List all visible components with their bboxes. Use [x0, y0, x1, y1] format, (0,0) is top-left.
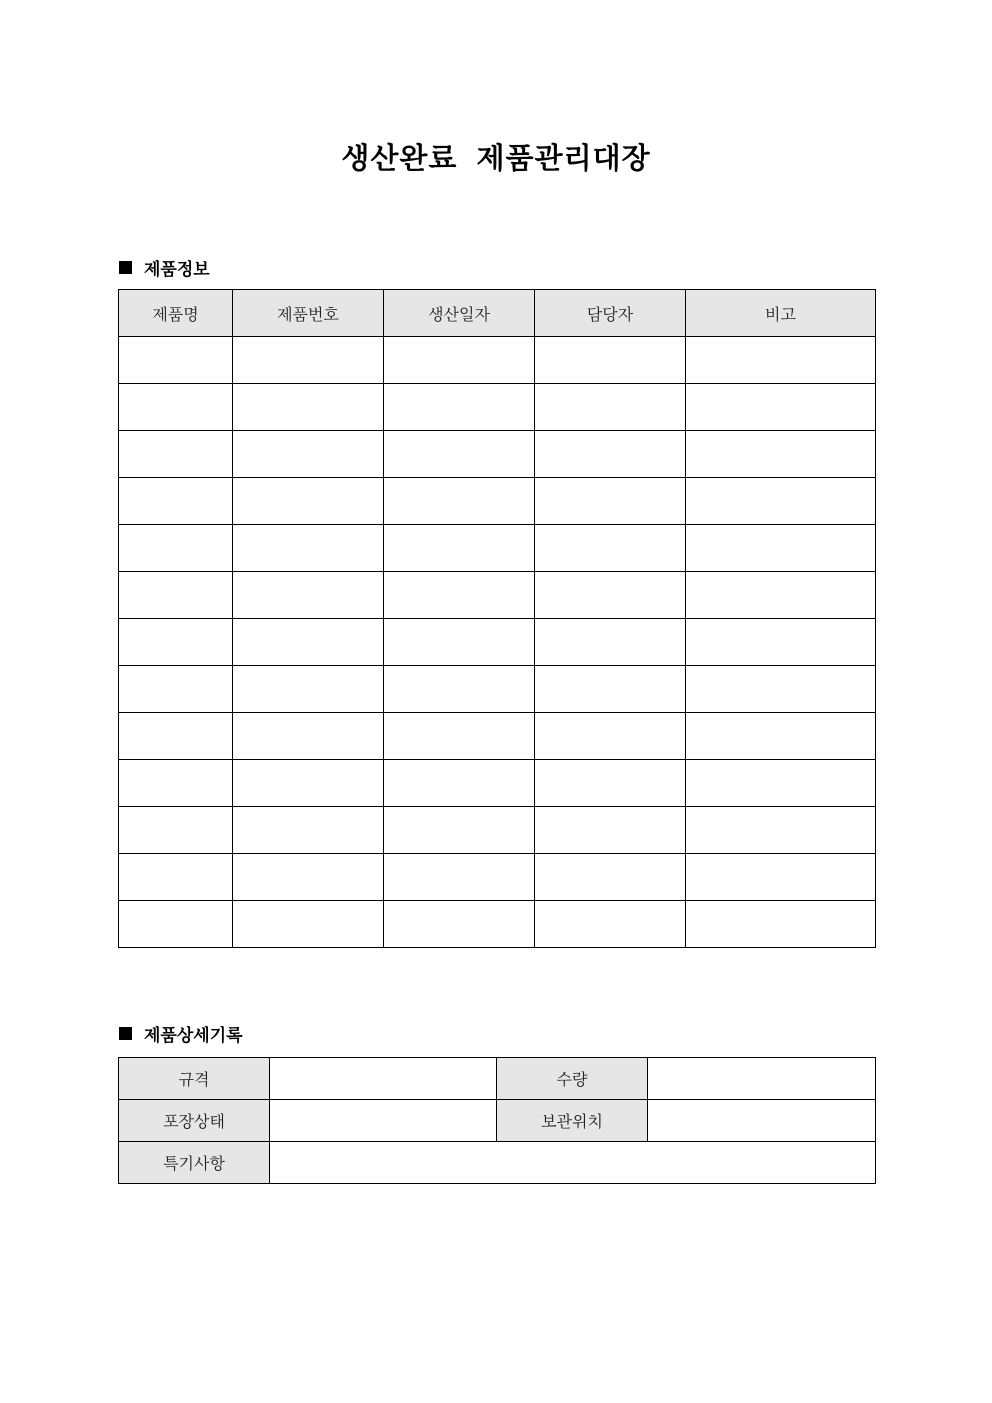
- location-label: 보관위치: [497, 1100, 648, 1142]
- cell-manager[interactable]: [535, 525, 686, 572]
- packaging-label: 포장상태: [119, 1100, 270, 1142]
- square-bullet-icon: [119, 261, 132, 274]
- column-header-product-number: 제품번호: [233, 290, 384, 337]
- section-heading-label: 제품상세기록: [144, 1026, 243, 1046]
- table-row: [119, 713, 876, 760]
- packaging-field[interactable]: [270, 1100, 497, 1142]
- table-header-row: [119, 290, 876, 337]
- detail-row: [119, 1058, 876, 1100]
- cell-product-name[interactable]: [119, 807, 233, 854]
- section-heading-product-detail: [119, 1021, 243, 1046]
- cell-product-name[interactable]: [119, 384, 233, 431]
- cell-product-name[interactable]: [119, 901, 233, 948]
- table-row: [119, 572, 876, 619]
- cell-product-name[interactable]: [119, 619, 233, 666]
- cell-manager[interactable]: [535, 619, 686, 666]
- cell-product-name[interactable]: [119, 337, 233, 384]
- table-row: [119, 854, 876, 901]
- cell-manager[interactable]: [535, 337, 686, 384]
- section-heading-product-info: [119, 255, 210, 280]
- table-row: [119, 619, 876, 666]
- cell-manager[interactable]: [535, 854, 686, 901]
- cell-remarks[interactable]: [686, 384, 876, 431]
- cell-product-name[interactable]: [119, 666, 233, 713]
- cell-remarks[interactable]: [686, 713, 876, 760]
- table-row: [119, 478, 876, 525]
- cell-product-number[interactable]: [233, 760, 384, 807]
- cell-production-date[interactable]: [384, 807, 535, 854]
- cell-product-number[interactable]: [233, 431, 384, 478]
- square-bullet-icon: [119, 1027, 132, 1040]
- cell-remarks[interactable]: [686, 854, 876, 901]
- cell-product-name[interactable]: [119, 713, 233, 760]
- table-row: [119, 337, 876, 384]
- cell-product-number[interactable]: [233, 619, 384, 666]
- cell-remarks[interactable]: [686, 431, 876, 478]
- cell-product-number[interactable]: [233, 854, 384, 901]
- table-row: [119, 666, 876, 713]
- cell-manager[interactable]: [535, 431, 686, 478]
- cell-product-number[interactable]: [233, 713, 384, 760]
- cell-production-date[interactable]: [384, 666, 535, 713]
- cell-remarks[interactable]: [686, 901, 876, 948]
- column-header-manager: 담당자: [535, 290, 686, 337]
- cell-manager[interactable]: [535, 901, 686, 948]
- cell-product-name[interactable]: [119, 525, 233, 572]
- cell-remarks[interactable]: [686, 525, 876, 572]
- cell-production-date[interactable]: [384, 384, 535, 431]
- cell-product-name[interactable]: [119, 572, 233, 619]
- detail-row: [119, 1100, 876, 1142]
- cell-product-number[interactable]: [233, 901, 384, 948]
- cell-production-date[interactable]: [384, 760, 535, 807]
- cell-remarks[interactable]: [686, 807, 876, 854]
- cell-production-date[interactable]: [384, 572, 535, 619]
- cell-production-date[interactable]: [384, 337, 535, 384]
- table-row: [119, 384, 876, 431]
- cell-product-name[interactable]: [119, 431, 233, 478]
- table-row: [119, 431, 876, 478]
- table-row: [119, 525, 876, 572]
- cell-product-name[interactable]: [119, 854, 233, 901]
- cell-manager[interactable]: [535, 572, 686, 619]
- cell-production-date[interactable]: [384, 525, 535, 572]
- cell-production-date[interactable]: [384, 901, 535, 948]
- cell-product-number[interactable]: [233, 572, 384, 619]
- cell-remarks[interactable]: [686, 666, 876, 713]
- cell-remarks[interactable]: [686, 572, 876, 619]
- cell-production-date[interactable]: [384, 431, 535, 478]
- cell-manager[interactable]: [535, 666, 686, 713]
- page-title: 생산완료 제품관리대장: [341, 141, 651, 175]
- section-heading-label: 제품정보: [144, 260, 210, 280]
- column-header-remarks: 비고: [686, 290, 876, 337]
- cell-remarks[interactable]: [686, 478, 876, 525]
- cell-manager[interactable]: [535, 478, 686, 525]
- cell-production-date[interactable]: [384, 854, 535, 901]
- cell-manager[interactable]: [535, 384, 686, 431]
- cell-product-name[interactable]: [119, 478, 233, 525]
- cell-product-number[interactable]: [233, 807, 384, 854]
- cell-manager[interactable]: [535, 713, 686, 760]
- cell-manager[interactable]: [535, 760, 686, 807]
- quantity-field[interactable]: [648, 1058, 876, 1100]
- cell-production-date[interactable]: [384, 619, 535, 666]
- cell-remarks[interactable]: [686, 619, 876, 666]
- cell-manager[interactable]: [535, 807, 686, 854]
- cell-production-date[interactable]: [384, 713, 535, 760]
- column-header-production-date: 생산일자: [384, 290, 535, 337]
- detail-row: [119, 1142, 876, 1184]
- table-row: [119, 901, 876, 948]
- notes-label: 특기사항: [119, 1142, 270, 1184]
- cell-product-number[interactable]: [233, 478, 384, 525]
- product-detail-table: [118, 1057, 876, 1184]
- product-info-table: [118, 289, 876, 948]
- spec-field[interactable]: [270, 1058, 497, 1100]
- location-field[interactable]: [648, 1100, 876, 1142]
- cell-product-number[interactable]: [233, 384, 384, 431]
- cell-product-name[interactable]: [119, 760, 233, 807]
- table-row: [119, 760, 876, 807]
- cell-product-number[interactable]: [233, 525, 384, 572]
- cell-remarks[interactable]: [686, 337, 876, 384]
- cell-production-date[interactable]: [384, 478, 535, 525]
- quantity-label: 수량: [497, 1058, 648, 1100]
- cell-product-number[interactable]: [233, 337, 384, 384]
- column-header-product-name: 제품명: [119, 290, 233, 337]
- notes-field[interactable]: [270, 1142, 876, 1184]
- cell-remarks[interactable]: [686, 760, 876, 807]
- table-row: [119, 807, 876, 854]
- cell-product-number[interactable]: [233, 666, 384, 713]
- spec-label: 규격: [119, 1058, 270, 1100]
